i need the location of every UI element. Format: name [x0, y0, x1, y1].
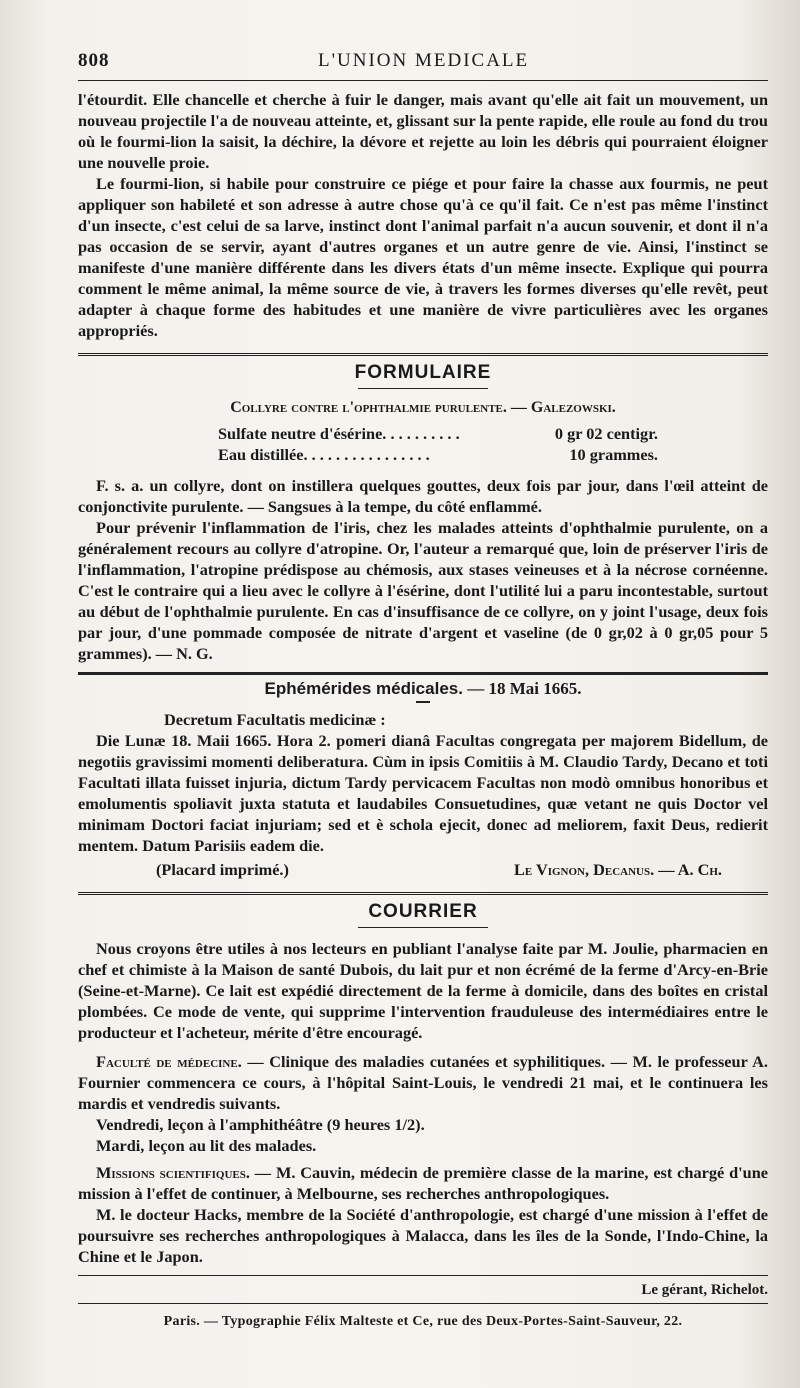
courrier-heading: COURRIER — [368, 901, 478, 922]
ephemerides-heading — [78, 679, 768, 699]
ephemerides-title: Ephémérides médicales. — [264, 679, 463, 698]
intro-paragraph-2: Le fourmi-lion, si habile pour construire ce piége et pour faire la chasse aux fourmis, ne peut appliquer son habileté et son adresse à autre chose qu'à ce qu'il fait. Ce n'est pas même l'instinct d'un insecte, c'est celui de sa larve, instinct dont l'animal parfait n'a aucun souvenir, et dont il n'a pas occasion de se servir, ayant d'autres organes et un autre genre de vie. Ainsi, l'instinct se manifeste d'une manière différente dans les divers états d'un même insecte. Explique qui pourra comment le même animal, la même source de vie, à travers les formes diverses qu'elle revêt, peut adapter à chaque forme des habitudes et une manière de vivre particulières avec les organes appropriés. — [78, 174, 768, 340]
mardi-line: Mardi, leçon au lit des malades. — [96, 1136, 317, 1155]
decree-signature-row — [78, 860, 768, 880]
recipe-row — [218, 444, 658, 465]
decree-text: Die Lunæ 18. Maii 1665. Hora 2. pomeri dianâ Facultas congregata per majorem Bidellum, de negotiis gravissimi momenti deliberatura. Cùm in ipsis Comitiis à M. Claudio Tardy, Decano et toti Facultati illata fuisset injuria, dictum Tardy pervicacem Facultas non modò omnibus honoribus et emolumentis spoliavit juxta statuta et laudabiles Consuetudines, quæ vetant ne quis Doctor vel minimam Doctori faciat injuriam; sed et è schola ejecit, donec ad meliorem, faxit Deus, redierit mentem. Datum Parisiis eadem die. — [78, 731, 768, 855]
recipe-row — [218, 423, 658, 444]
ephemerides-date: — 18 Mai 1665. — [467, 679, 582, 698]
recipe-list — [218, 423, 658, 465]
recipe-quantity: 0 gr 02 centigr. — [554, 424, 658, 443]
printer-imprint: Paris. — Typographie Félix Malteste et Ce, rue des Deux-Portes-Saint-Sauveur, 22. — [163, 1314, 683, 1329]
recipe-quantity: 10 grammes. — [569, 445, 658, 464]
running-header — [78, 40, 768, 74]
page-number: 808 — [78, 50, 110, 71]
faculte-paragraph — [78, 1051, 768, 1114]
formulaire-subtitle: Collyre contre l'ophthalmie purulente. — Galezowski. — [230, 399, 616, 416]
hacks-paragraph: M. le docteur Hacks, membre de la Société d'anthropologie, est chargé d'une mission à l'effet de poursuivre ses recherches anthropologiques à Malacca, dans les îles de la Sonde, l'Indo-Chine, la Chine et le Japon. — [78, 1205, 768, 1266]
heading-underline — [358, 388, 488, 389]
faculte-text: — Clinique des maladies cutanées et syphilitiques. — M. le professeur A. Fournier commencera ce cours, à l'hôpital Saint-Louis, le vendredi 21 mai, et le continuera les mardis et vendredis suivants. — [78, 1052, 768, 1113]
intro-paragraph-1: l'étourdit. Elle chancelle et cherche à fuir le danger, mais avant qu'elle ait fait un mouvement, un nouveau projectile l'a de nouveau atteinte, et, glissant sur la pente rapide, elle roule au fond du trou où le fourmi-lion la saisit, la déchire, la dévore et rejette au loin les débris qui pourraient éloigner une nouvelle proie. — [78, 90, 768, 172]
heading-underline — [358, 927, 488, 928]
missions-text: — M. Cauvin, médecin de première classe de la marine, est chargé d'une mission à l'effet de continuer, à Melbourne, ses recherches anthropologiques. — [78, 1163, 768, 1203]
footer-rule — [78, 1303, 768, 1304]
courrier-paragraph: Nous croyons être utiles à nos lecteurs en publiant l'analyse faite par M. Joulie, pharmacien en chef et chimiste à la Maison de santé Dubois, du lait pur et non écrémé de la ferme d'Arcy-en-Brie (Seine-et-Marne). Ce lait est expédié directement de la ferme à domicile, dans des boîtes en cristal plombées. Ce mode de vente, qui supprime l'intervention frauduleuse des intermédiaires entre le producteur et l'acheteur, mérite d'être encouragé. — [78, 939, 768, 1042]
section-divider — [78, 892, 768, 895]
formulaire-heading: FORMULAIRE — [354, 362, 492, 383]
formulaire-paragraph-1: F. s. a. un collyre, dont on instillera quelques gouttes, deux fois par jour, dans l'œil atteint de conjonctivite purulente. — Sangsues à la tempe, du côté enflammé. — [78, 476, 768, 516]
missions-paragraph — [78, 1162, 768, 1204]
recipe-item: Eau distillée. . . . . . . . . . . . . . . . — [218, 445, 430, 464]
missions-label: Missions scientifiques. — [96, 1163, 250, 1182]
faculte-label: Faculté de médecine. — [96, 1052, 242, 1071]
decree-signature: Le Vignon, Decanus. — A. Ch. — [513, 860, 722, 879]
closing-rule — [78, 1275, 768, 1276]
journal-title: L'UNION MEDICALE — [318, 50, 530, 71]
formulaire-paragraph-2: Pour prévenir l'inflammation de l'iris, chez les malades atteints d'ophthalmie purulente, on a généralement recours au collyre d'atropine. Or, l'auteur a remarqué que, loin de préserver l'iris de l'inflammation, l'atropine prédispose au chémosis, aux stases veineuses et à la nécrose cornéenne. C'est le contraire qui a lieu avec le collyre à l'ésérine, dont l'utilité lui a paru incontestable, surtout au début de l'ophthalmie purulente. En cas d'insuffisance de ce collyre, on y joint l'usage, deux fois par jour, d'une pommade composée de nitrate d'argent et vaseline (de 0 gr,02 à 0 gr,05 pour 5 grammes). — N. G. — [78, 518, 768, 663]
section-divider — [78, 353, 768, 356]
short-rule — [416, 701, 430, 703]
vendredi-line: Vendredi, leçon à l'amphithéâtre (9 heures 1/2). — [96, 1115, 425, 1134]
recipe-item: Sulfate neutre d'ésérine. . . . . . . . . . — [218, 424, 460, 443]
decree-title: Decretum Facultatis medicinæ : — [164, 710, 386, 729]
placard-note: (Placard imprimé.) — [156, 860, 289, 879]
gerant-signature: Le gérant, Richelot. — [641, 1282, 768, 1298]
page-content — [78, 40, 768, 1330]
section-divider — [78, 672, 768, 675]
